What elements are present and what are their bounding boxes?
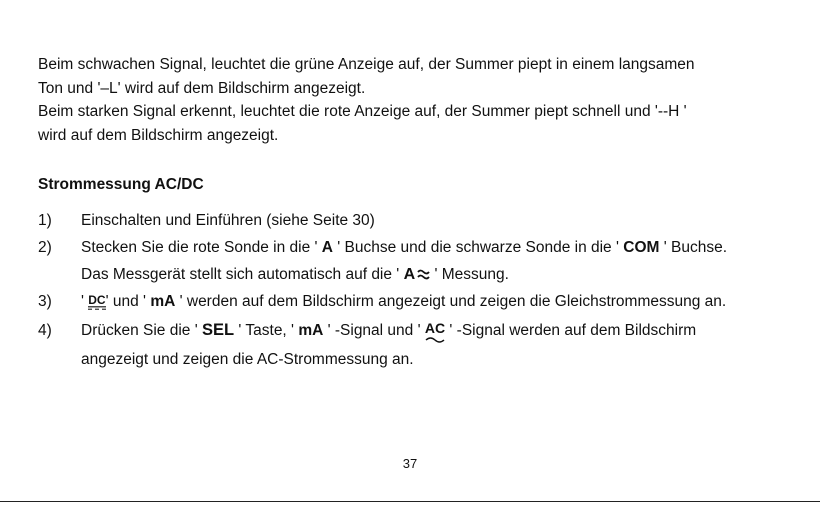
jack-label-a: A (321, 239, 333, 256)
ma-label: mA (298, 322, 324, 339)
step-text: Einschalten und Einführen (siehe Seite 30) (81, 212, 375, 229)
step-1 (38, 212, 375, 230)
sine-wave-icon (425, 337, 445, 343)
step-2 (38, 239, 727, 257)
ac-current-symbol (404, 266, 431, 283)
sel-key-label: SEL (202, 321, 235, 339)
step-4 (38, 320, 696, 340)
step-text: ' (81, 293, 89, 310)
step-text: ' -Signal und ' (323, 322, 425, 339)
step-2-continuation (81, 266, 509, 284)
step-text: Stecken Sie die rote Sonde in die ' (81, 239, 322, 256)
jack-label-com: COM (623, 239, 660, 256)
step-number: 2) (38, 239, 52, 256)
dc-symbol (88, 294, 105, 306)
ac-symbol (425, 320, 445, 336)
step-text: Drücken Sie die ' (81, 322, 202, 339)
step-text: ' -Signal werden auf dem Bildschirm (445, 322, 697, 339)
section-heading: Strommessung AC/DC (38, 176, 204, 193)
step-text: ' Buchse und die schwarze Sonde in die ' (332, 239, 624, 256)
symbol-letter: A (403, 266, 416, 283)
step-text: ' Taste, ' (234, 322, 299, 339)
step-text: ' und ' (105, 293, 151, 310)
step-text: ' werden auf dem Bildschirm angezeigt und zeigen die Gleichstrommessung an. (175, 293, 727, 310)
intro-line-3: Beim starken Signal erkennt, leuchtet die rote Anzeige auf, der Summer piept schnell und '--H ' (38, 103, 687, 120)
ma-label: mA (150, 293, 176, 310)
symbol-letter: AC (424, 320, 446, 336)
page-number: 37 (402, 456, 418, 471)
step-3 (38, 293, 726, 311)
step-text: Das Messgerät stellt sich automatisch auf die ' (81, 266, 404, 283)
step-number: 1) (38, 212, 52, 229)
intro-line-2: Ton und '–L' wird auf dem Bildschirm angezeigt. (38, 80, 366, 97)
intro-line-1: Beim schwachen Signal, leuchtet die grüne Anzeige auf, der Summer piept in einem langsamen (38, 56, 695, 73)
dc-line-icon (88, 306, 106, 310)
step-4-continuation: angezeigt und zeigen die AC-Strommessung an. (81, 351, 414, 368)
step-number: 3) (38, 293, 52, 310)
step-text: ' Buchse. (659, 239, 727, 256)
approx-wave-icon (417, 268, 430, 280)
bottom-divider (0, 501, 820, 502)
intro-line-4: wird auf dem Bildschirm angezeigt. (38, 127, 279, 144)
symbol-letter: DC (88, 293, 106, 307)
step-text: ' Messung. (430, 266, 509, 283)
step-number: 4) (38, 322, 52, 339)
